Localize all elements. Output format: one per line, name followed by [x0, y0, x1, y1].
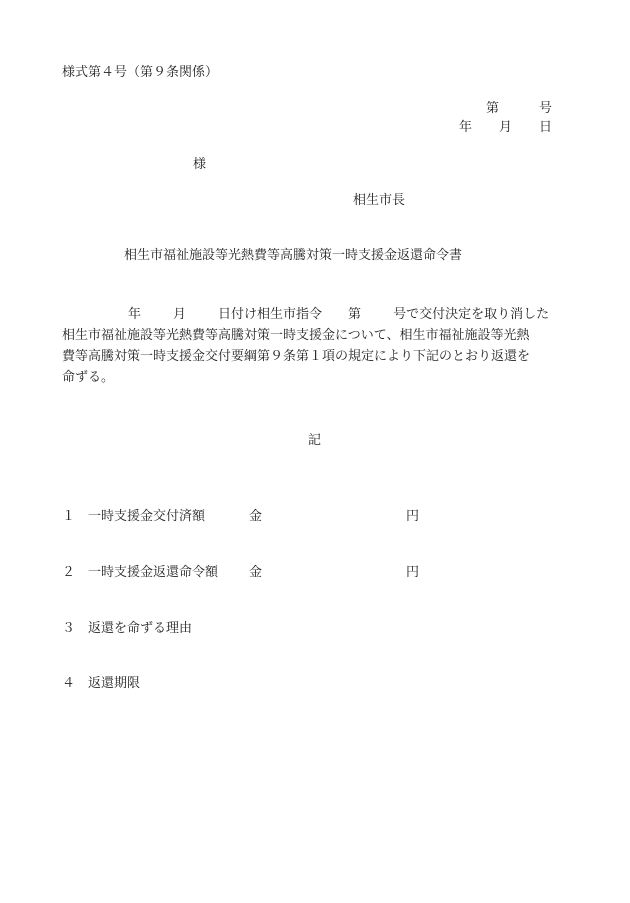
item-4 — [62, 677, 140, 690]
item-2 — [62, 566, 218, 579]
body-date-text: 日付け相生市指令 — [218, 307, 323, 322]
item-3-label: 返還を命ずる理由 — [88, 621, 193, 636]
item-2-number: ２ — [62, 565, 76, 580]
item-4-label: 返還期限 — [88, 676, 141, 691]
form-label: 様式第４号（第９条関係） — [62, 65, 219, 80]
item-2-yen: 円 — [406, 565, 420, 580]
item-1-yen: 円 — [406, 509, 420, 524]
body-paragraph — [62, 304, 584, 388]
issuer: 相生市長 — [353, 193, 406, 208]
body-month: 月 — [173, 307, 187, 322]
body-line-3: 費等高騰対策一時支援金交付要綱第９条第１項の規定により下記のとおり返還を — [62, 349, 531, 364]
date-day: 日 — [539, 120, 553, 135]
item-2-kin: 金 — [249, 565, 263, 580]
document-title: 相生市福祉施設等光熱費等高騰対策一時支援金返還命令書 — [124, 248, 463, 263]
addressee-suffix: 様 — [193, 157, 207, 172]
body-rest-line1: 号で交付決定を取り消した — [393, 307, 550, 322]
date-year: 年 — [459, 120, 473, 135]
item-3-number: ３ — [62, 621, 76, 636]
item-1-label: 一時支援金交付済額 — [88, 509, 206, 524]
date-month: 月 — [499, 120, 513, 135]
item-1-number: １ — [62, 509, 76, 524]
body-dai: 第 — [348, 307, 362, 322]
ki-heading: 記 — [308, 433, 322, 448]
item-1 — [62, 510, 205, 523]
doc-number-go: 号 — [539, 101, 553, 116]
item-4-number: ４ — [62, 676, 76, 691]
item-3 — [62, 622, 192, 635]
item-2-label: 一時支援金返還命令額 — [88, 565, 219, 580]
body-line-4: 命ずる。 — [62, 370, 115, 385]
body-line-2: 相生市福祉施設等光熱費等高騰対策一時支援金について、相生市福祉施設等光熱 — [62, 328, 530, 343]
item-1-kin: 金 — [249, 509, 263, 524]
body-line-1 — [62, 304, 584, 325]
body-year: 年 — [128, 307, 142, 322]
doc-number-dai: 第 — [486, 101, 500, 116]
